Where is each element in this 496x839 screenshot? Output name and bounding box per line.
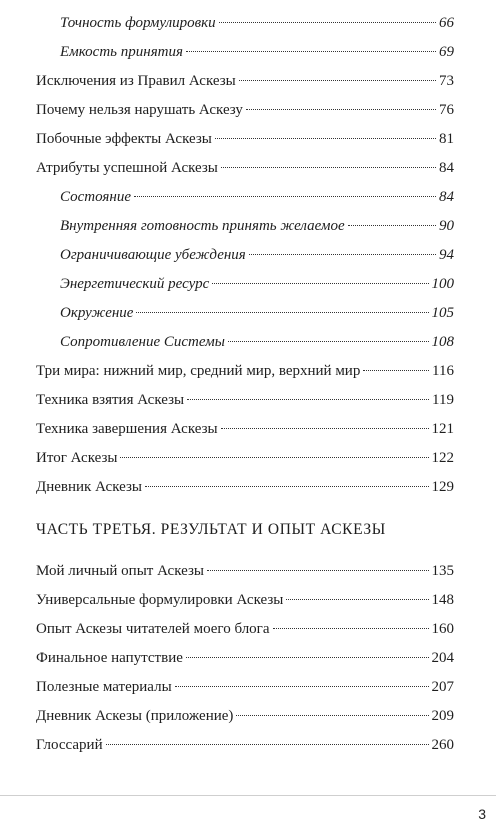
dot-leader <box>221 167 436 168</box>
toc-entry <box>60 244 454 266</box>
toc-entry-title: Дневник Аскезы (приложение) <box>36 708 234 724</box>
toc-entry <box>36 589 454 611</box>
dot-leader <box>187 399 429 400</box>
toc-entry-page: 69 <box>439 44 454 60</box>
dot-leader <box>212 283 428 284</box>
toc-entry-page: 81 <box>439 131 454 147</box>
toc-entry <box>36 99 454 121</box>
dot-leader <box>273 628 429 629</box>
toc-entry-title: Побочные эффекты Аскезы <box>36 131 212 147</box>
toc-entry-title: Внутренняя готовность принять желаемое <box>60 218 345 234</box>
toc-entry-page: 160 <box>431 621 454 637</box>
toc-entry <box>36 560 454 582</box>
toc-entry-page: 204 <box>431 650 454 666</box>
dot-leader <box>348 225 436 226</box>
toc-entry <box>36 70 454 92</box>
dot-leader <box>186 657 429 658</box>
toc-entry <box>36 618 454 640</box>
toc-entry-page: 76 <box>439 102 454 118</box>
toc-entry-title: Окружение <box>60 305 134 321</box>
toc-entry-title: Техника взятия Аскезы <box>36 392 185 408</box>
toc-entry-page: 94 <box>439 247 454 263</box>
dot-leader <box>215 138 436 139</box>
dot-leader <box>228 341 429 342</box>
toc-entry-page: 121 <box>431 421 454 437</box>
toc-entry-title: Универсальные формулировки Аскезы <box>36 592 284 608</box>
toc-entry-page: 108 <box>431 334 454 350</box>
toc-entry-title: Сопротивление Системы <box>60 334 225 350</box>
toc-entry-title: Финальное напутствие <box>36 650 183 666</box>
dot-leader <box>175 686 429 687</box>
toc-entry <box>36 157 454 179</box>
dot-leader <box>363 370 429 371</box>
part-heading: ЧАСТЬ ТРЕТЬЯ. РЕЗУЛЬТАТ И ОПЫТ АСКЕЗЫ <box>36 521 386 538</box>
dot-leader <box>219 22 436 23</box>
toc-entry-page: 90 <box>439 218 454 234</box>
toc-entry <box>60 186 454 208</box>
toc-entry-page: 84 <box>439 189 454 205</box>
toc-entry <box>36 647 454 669</box>
toc-entry <box>60 12 454 34</box>
dot-leader <box>246 109 436 110</box>
toc-entry <box>36 128 454 150</box>
toc-entry <box>60 302 454 324</box>
toc-entry-page: 105 <box>431 305 454 321</box>
dot-leader <box>239 80 436 81</box>
toc-entry-page: 73 <box>439 73 454 89</box>
toc-entry-title: Состояние <box>60 189 131 205</box>
toc-entry-title: Энергетический ресурс <box>60 276 210 292</box>
toc-entry-page: 100 <box>431 276 454 292</box>
toc-entry-title: Итог Аскезы <box>36 450 118 466</box>
dot-leader <box>106 744 429 745</box>
toc-entry-page: 148 <box>431 592 454 608</box>
toc-entry <box>36 476 454 498</box>
toc-entry <box>36 705 454 727</box>
toc-entry-title: Почему нельзя нарушать Аскезу <box>36 102 243 118</box>
toc-entry-title: Три мира: нижний мир, средний мир, верхний мир <box>36 363 361 379</box>
toc-entry-page: 119 <box>432 392 454 408</box>
toc-entry-title: Точность формулировки <box>60 15 216 31</box>
toc-entry-title: Глоссарий <box>36 737 103 753</box>
toc-entry <box>60 41 454 63</box>
dot-leader <box>236 715 428 716</box>
footer-divider <box>0 795 496 796</box>
toc-entry-page: 84 <box>439 160 454 176</box>
toc-entry-page: 116 <box>432 363 454 379</box>
toc-entry <box>60 331 454 353</box>
dot-leader <box>207 570 429 571</box>
toc-entry-page: 129 <box>431 479 454 495</box>
dot-leader <box>186 51 436 52</box>
toc-entry-page: 66 <box>439 15 454 31</box>
dot-leader <box>221 428 429 429</box>
toc-entry-page: 135 <box>431 563 454 579</box>
toc-entry-page: 209 <box>431 708 454 724</box>
toc-entry-title: Опыт Аскезы читателей моего блога <box>36 621 270 637</box>
toc-entry <box>36 447 454 469</box>
dot-leader <box>286 599 428 600</box>
toc-entry-title: Техника завершения Аскезы <box>36 421 218 437</box>
toc-entry <box>36 676 454 698</box>
toc-entry <box>36 418 454 440</box>
toc-entry <box>60 215 454 237</box>
toc-entry-page: 260 <box>431 737 454 753</box>
toc-entry-title: Исключения из Правил Аскезы <box>36 73 236 89</box>
toc-entry-title: Полезные материалы <box>36 679 172 695</box>
toc-entry <box>36 360 454 382</box>
page-number: 3 <box>478 806 486 822</box>
toc-entry-title: Дневник Аскезы <box>36 479 142 495</box>
dot-leader <box>134 196 436 197</box>
dot-leader <box>249 254 436 255</box>
toc-entry-title: Мой личный опыт Аскезы <box>36 563 204 579</box>
dot-leader <box>120 457 428 458</box>
toc-entry-page: 122 <box>431 450 454 466</box>
toc-entry <box>60 273 454 295</box>
toc-entry-title: Емкость принятия <box>60 44 183 60</box>
toc-entry <box>36 389 454 411</box>
dot-leader <box>136 312 428 313</box>
toc-entry-title: Ограничивающие убеждения <box>60 247 246 263</box>
toc-entry-page: 207 <box>431 679 454 695</box>
toc-entry-title: Атрибуты успешной Аскезы <box>36 160 218 176</box>
toc-entry <box>36 734 454 756</box>
dot-leader <box>145 486 429 487</box>
